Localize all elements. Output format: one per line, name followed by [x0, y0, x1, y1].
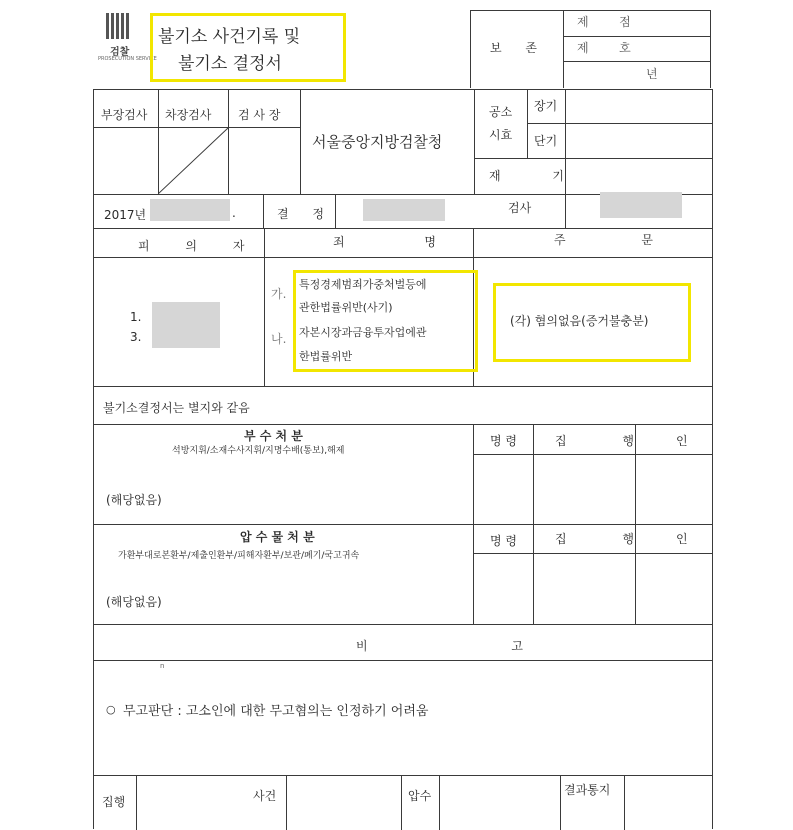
ancillary-value: (해당없음) — [106, 493, 162, 507]
charge-a-marker: 가. — [271, 287, 287, 301]
footer-case: 사건 — [253, 789, 277, 803]
charge-a-line2: 관한법률위반(사기) — [299, 301, 393, 314]
ancillary-title: 부 수 처 분 — [244, 429, 303, 443]
long-term-label: 장기 — [534, 99, 558, 113]
attached-note: 불기소결정서는 별지와 같음 — [103, 401, 250, 415]
preservation-label: 보 존 — [490, 41, 547, 55]
prosecutor-label: 검사 — [508, 201, 532, 215]
approval-strike-line — [158, 128, 229, 194]
document-title-line1: 불기소 사건기록 및 — [158, 27, 301, 47]
header-suspect: 피 의 자 — [138, 239, 261, 253]
remarks-text: 무고판단 : 고소인에 대한 무고혐의는 인정하기 어려움 — [123, 704, 429, 719]
logo-text: 검찰 — [110, 47, 130, 58]
footer-seizure: 압수 — [408, 789, 432, 803]
seizure-seal-label: 인 — [676, 532, 688, 546]
decision-label: 결 정 — [277, 207, 334, 221]
office-name: 서울중앙지방검찰청 — [312, 133, 443, 151]
decision-year: 2017년 — [104, 208, 147, 222]
header-charge: 죄 명 — [333, 235, 474, 249]
preservation-row3: 년 — [646, 67, 658, 81]
ancillary-execution-label: 집 행 — [555, 434, 660, 448]
ancillary-subtitle: 석방지휘/소재수사지휘/지명수배(통보),해제 — [172, 446, 345, 456]
approval-col-3: 검 사 장 — [238, 108, 281, 122]
suspect-number-1: 1. — [130, 310, 142, 324]
logo-subtext: PROSECUTION SERVICE — [98, 56, 157, 62]
remarks-title: 비 고 — [356, 639, 593, 653]
short-term-label: 단기 — [534, 134, 558, 148]
remarks-mark: n — [160, 662, 165, 670]
preservation-row1: 제 점 — [577, 15, 631, 29]
redaction-decision — [363, 199, 445, 221]
redaction-prosecutor — [600, 192, 682, 218]
approval-col-1: 부장검사 — [101, 108, 148, 122]
seizure-execution-label: 집 행 — [555, 532, 660, 546]
seizure-subtitle: 가환부대로본환부/제출인환부/피해자환부/보관/폐기/국고귀속 — [118, 551, 360, 561]
redaction-date — [150, 199, 230, 221]
decision-dot: . — [232, 206, 236, 220]
header-disposition: 주 문 — [554, 233, 689, 247]
seizure-title: 압 수 물 처 분 — [240, 530, 315, 544]
reinvestigation-label: 재 기 — [489, 169, 588, 183]
suspect-number-3: 3. — [130, 330, 142, 344]
footer-execution: 집행 — [102, 795, 126, 809]
approval-col-2: 차장검사 — [165, 108, 212, 122]
statute-label-2: 시효 — [489, 128, 513, 142]
redaction-suspect-names — [152, 302, 220, 348]
disposition-text: (각) 혐의없음(증거불충분) — [510, 314, 649, 328]
document-title-line2: 불기소 결정서 — [178, 54, 282, 74]
ancillary-seal-label: 인 — [676, 434, 688, 448]
charge-a-line1: 특정경제범죄가중처벌등에 — [299, 278, 427, 291]
charge-b-marker: 나. — [271, 332, 287, 346]
footer-notice: 결과통지 — [564, 783, 611, 797]
charge-b-line2: 한법률위반 — [299, 350, 353, 363]
preservation-row2: 제 호 — [577, 41, 631, 55]
seizure-order-label: 명 령 — [490, 534, 517, 548]
charge-b-line1: 자본시장과금융투자업에관 — [299, 326, 427, 339]
ancillary-order-label: 명 령 — [490, 434, 517, 448]
statute-label-1: 공소 — [489, 105, 513, 119]
remarks-bullet: ○ — [106, 703, 116, 716]
prosecution-logo-icon — [106, 13, 131, 42]
seizure-value: (해당없음) — [106, 595, 162, 609]
